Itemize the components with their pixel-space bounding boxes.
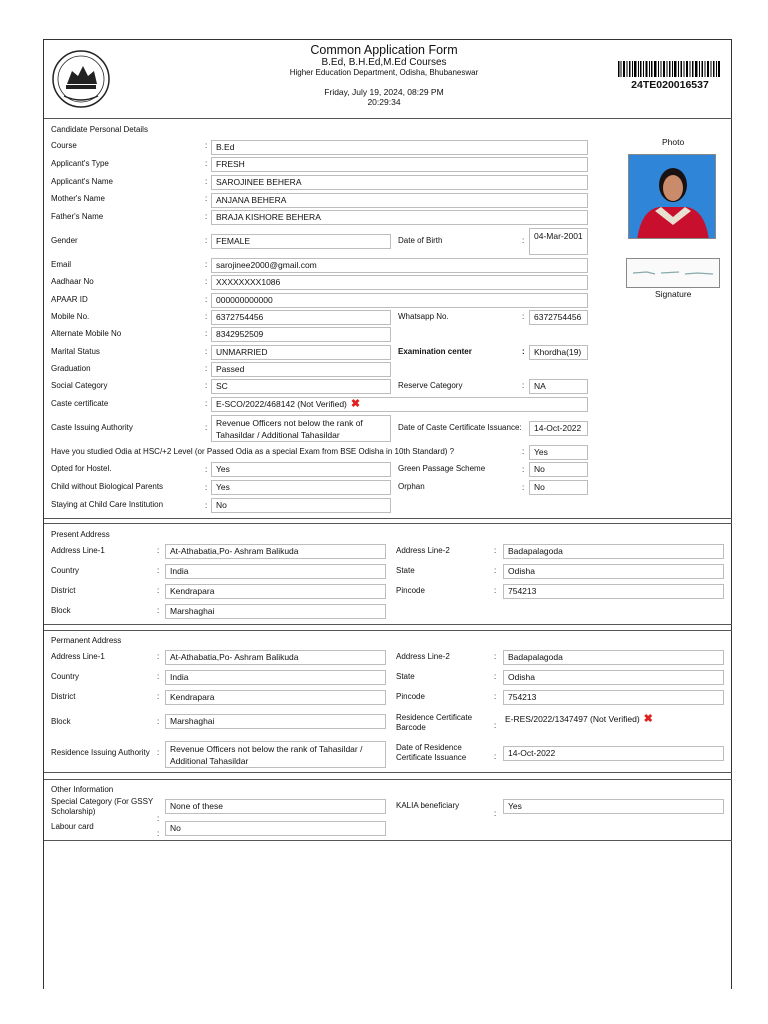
exam-center-label: Examination center (398, 347, 472, 356)
other-heading: Other Information (51, 785, 114, 794)
gender-value: FEMALE (211, 234, 391, 249)
candidate-signature (626, 258, 720, 288)
permanent-pincode-label: Pincode (396, 692, 425, 701)
child-care-value: No (211, 498, 391, 513)
course-value: B.Ed (211, 140, 588, 155)
residence-barcode-box (505, 712, 653, 725)
father-name-value: BRAJA KISHORE BEHERA (211, 210, 588, 225)
photo-label: Photo (662, 137, 685, 147)
present-state-label: State (396, 566, 415, 575)
labour-card-label: Labour card (51, 822, 94, 831)
hostel-value: Yes (211, 462, 391, 477)
print-time: 20:29:34 (367, 97, 401, 107)
gender-label: Gender (51, 236, 78, 245)
applicant-type-value: FRESH (211, 157, 588, 172)
apaar-id-value: 000000000000 (211, 293, 588, 308)
candidate-photo (628, 154, 716, 239)
permanent-district-label: District (51, 692, 76, 701)
permanent-heading: Permanent Address (51, 636, 122, 645)
present-district-label: District (51, 586, 76, 595)
present-country-label: Country (51, 566, 80, 575)
alt-mobile-label: Alternate Mobile No (51, 329, 122, 338)
labour-card-value: No (165, 821, 386, 836)
permanent-line1-value: At-Athabatia,Po- Ashram Balikuda (165, 650, 386, 665)
marital-status-value: UNMARRIED (211, 345, 391, 360)
special-category-value: None of these (165, 799, 386, 814)
hostel-label: Opted for Hostel. (51, 464, 112, 473)
special-category-label: Special Category (For GSSY Scholarship) (51, 797, 154, 816)
mobile-value: 6372754456 (211, 310, 391, 325)
caste-certificate-box (211, 397, 588, 412)
child-care-label: Staying at Child Care Institution (51, 500, 164, 509)
green-passage-value: No (529, 462, 588, 477)
father-name-label: Father's Name (51, 212, 104, 221)
permanent-country-label: Country (51, 672, 80, 681)
aadhaar-label: Aadhaar No (51, 277, 94, 286)
green-passage-label: Green Passage Scheme (398, 464, 486, 473)
email-label: Email (51, 260, 72, 269)
permanent-block-value: Marshaghai (165, 714, 386, 729)
aadhaar-value: XXXXXXXX1086 (211, 275, 588, 290)
odia-question-label: Have you studied Odia at HSC/+2 Level (or Passed Odia as a special Exam from BSE Odisha in 10th Standard) ? (51, 447, 455, 456)
caste-issue-date-label: Date of Caste Certificate Issuance: (398, 423, 522, 432)
whatsapp-value: 6372754456 (529, 310, 588, 325)
residence-authority-value: Revenue Officers not below the rank of Tahasildar / Additional Tahasildar (165, 741, 386, 768)
applicant-type-label: Applicant's Type (51, 159, 109, 168)
present-pincode-label: Pincode (396, 586, 425, 595)
caste-issue-date-value: 14-Oct-2022 (529, 421, 588, 436)
social-category-value: SC (211, 379, 391, 394)
residence-authority-label: Residence Issuing Authority (51, 748, 150, 757)
permanent-country-value: India (165, 670, 386, 685)
applicant-name-label: Applicant's Name (51, 177, 113, 186)
print-datetime: Friday, July 19, 2024, 08:29 PM (324, 87, 444, 97)
present-block-label: Block (51, 606, 71, 615)
apaar-id-label: APAAR ID (51, 295, 88, 304)
present-line2-value: Badapalagoda (503, 544, 724, 559)
permanent-block-label: Block (51, 717, 71, 726)
kalia-value: Yes (503, 799, 724, 814)
dob-value: 04-Mar-2001 (529, 228, 588, 255)
permanent-pincode-value: 754213 (503, 690, 724, 705)
caste-certificate-value: E-SCO/2022/468142 (Not Verified) (216, 399, 347, 409)
permanent-state-label: State (396, 672, 415, 681)
frame-top (44, 39, 732, 40)
permanent-line2-label: Address Line-2 (396, 652, 450, 661)
caste-authority-value: Revenue Officers not below the rank of Tahasildar / Additional Tahasildar (211, 415, 391, 442)
present-block-value: Marshaghai (165, 604, 386, 619)
whatsapp-label: Whatsapp No. (398, 312, 449, 321)
present-pincode-value: 754213 (503, 584, 724, 599)
caste-certificate-label: Caste certificate (51, 399, 109, 408)
reserve-category-value: NA (529, 379, 588, 394)
odia-answer-value: Yes (529, 445, 588, 460)
course-label: Course (51, 141, 77, 150)
child-without-parents-value: Yes (211, 480, 391, 495)
present-line1-label: Address Line-1 (51, 546, 105, 555)
mobile-label: Mobile No. (51, 312, 90, 321)
residence-barcode-value: E-RES/2022/1347497 (Not Verified) (505, 714, 640, 724)
applicant-name-value: SAROJINEE BEHERA (211, 175, 588, 190)
kalia-label: KALIA beneficiary (396, 801, 460, 810)
present-line1-value: At-Athabatia,Po- Ashram Balikuda (165, 544, 386, 559)
barcode-icon (618, 61, 720, 77)
present-country-value: India (165, 564, 386, 579)
email-value: sarojinee2000@gmail.com (211, 258, 588, 273)
orphan-label: Orphan (398, 482, 425, 491)
social-category-label: Social Category (51, 381, 108, 390)
marital-status-label: Marital Status (51, 347, 100, 356)
dob-label: Date of Birth (398, 236, 443, 245)
present-district-value: Kendrapara (165, 584, 386, 599)
present-line2-label: Address Line-2 (396, 546, 450, 555)
child-without-parents-label: Child without Biological Parents (51, 482, 164, 491)
graduation-value: Passed (211, 362, 391, 377)
permanent-line1-label: Address Line-1 (51, 652, 105, 661)
signature-label: Signature (655, 289, 692, 299)
residence-date-value: 14-Oct-2022 (503, 746, 724, 761)
mother-name-value: ANJANA BEHERA (211, 193, 588, 208)
permanent-state-value: Odisha (503, 670, 724, 685)
mother-name-label: Mother's Name (51, 194, 105, 203)
orphan-value: No (529, 480, 588, 495)
reserve-category-label: Reserve Category (398, 381, 463, 390)
caste-authority-label: Caste Issuing Authority (51, 423, 133, 432)
not-verified-x-icon: ✖ (350, 398, 361, 410)
personal-heading: Candidate Personal Details (51, 125, 148, 134)
alt-mobile-value: 8342952509 (211, 327, 391, 342)
present-state-value: Odisha (503, 564, 724, 579)
application-id: 24TE020016537 (631, 79, 709, 91)
department-name: Higher Education Department, Odisha, Bhubaneswar (289, 68, 479, 77)
permanent-district-value: Kendrapara (165, 690, 386, 705)
not-verified-x-icon: ✖ (643, 713, 653, 725)
form-subtitle: B.Ed, B.H.Ed,M.Ed Courses (321, 57, 447, 68)
form-title: Common Application Form (310, 43, 458, 57)
exam-center-value: Khordha(19) (529, 345, 588, 360)
permanent-line2-value: Badapalagoda (503, 650, 724, 665)
residence-date-label: Date of Residence Certificate Issuance (396, 743, 467, 762)
residence-barcode-label: Residence Certificate Barcode (396, 713, 473, 732)
present-heading: Present Address (51, 530, 110, 539)
graduation-label: Graduation (51, 364, 91, 373)
